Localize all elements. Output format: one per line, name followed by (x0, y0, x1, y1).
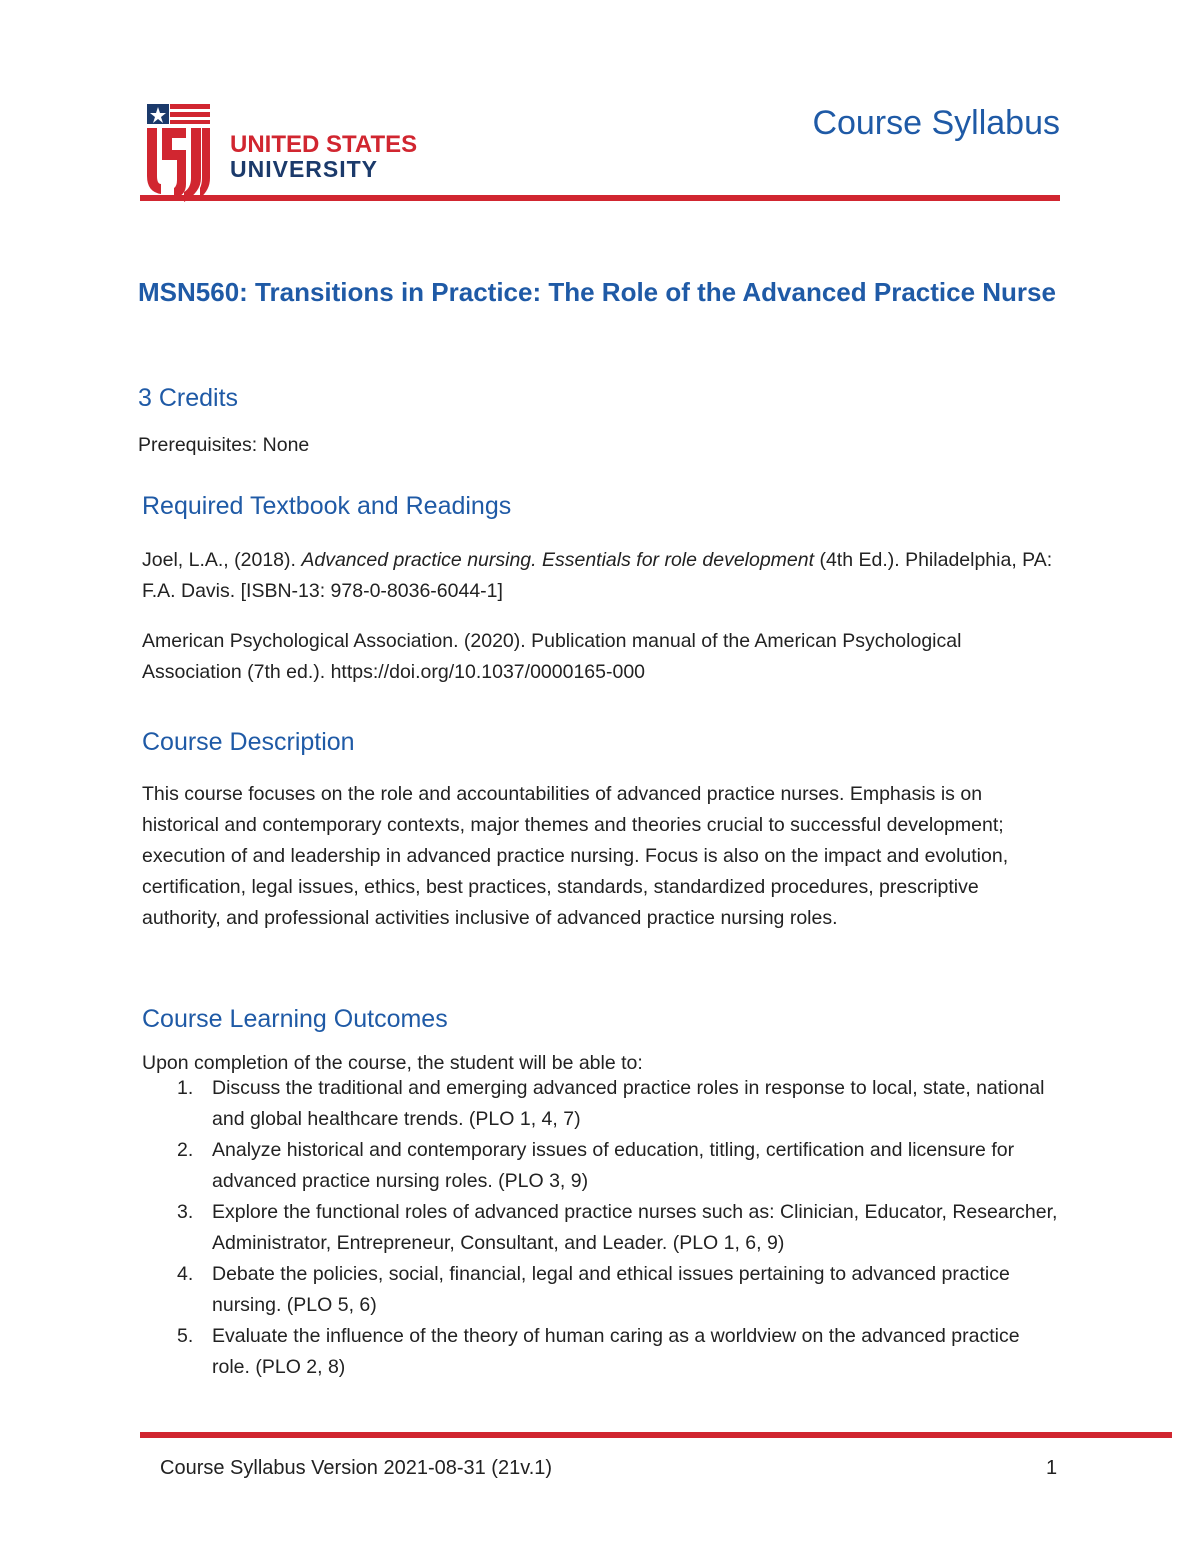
outcome-item (142, 1197, 1062, 1259)
logo-line2: UNIVERSITY (230, 156, 379, 182)
outcomes-intro: Upon completion of the course, the student will be able to: (142, 1052, 643, 1074)
apa-manual-citation: American Psychological Association. (2020). Publication manual of the American Psychological Association (7th ed.). https://doi.org/10.1037/0000165-000 (142, 630, 962, 683)
outcome-item (142, 1135, 1062, 1197)
outcome-text: Evaluate the influence of the theory of human caring as a worldview on the advanced practice role. (PLO 2, 8) (212, 1325, 1020, 1378)
page-number: 1 (1046, 1457, 1058, 1479)
university-logo (140, 98, 430, 206)
textbook-citation (142, 545, 1062, 607)
outcome-number: 1. (177, 1077, 194, 1099)
course-description: This course focuses on the role and accountabilities of advanced practice nurses. Emphasis is on historical and contemporary contexts, major themes and theories crucial to successful development; execution of and leadership in advanced practice nursing. Focus is also on the impact and evolution, certification, legal issues, ethics, best practices, standards, standardized procedures, prescriptive authority, and professional activities inclusive of advanced practice nursing roles. (142, 783, 1009, 929)
footer-version: Course Syllabus Version 2021-08-31 (21v.1) (160, 1457, 553, 1479)
footer-divider (140, 1432, 1172, 1438)
header-divider (140, 195, 1060, 201)
description-heading: Course Description (142, 728, 355, 756)
citation-title: Advanced practice nursing. Essentials for role development (301, 549, 815, 571)
outcome-item (142, 1073, 1062, 1135)
outcomes-heading: Course Learning Outcomes (142, 1005, 448, 1033)
textbook-heading: Required Textbook and Readings (142, 492, 512, 520)
outcome-number: 3. (177, 1201, 194, 1223)
outcome-text: Analyze historical and contemporary issues of education, titling, certification and licensure for advanced practice nursing roles. (PLO 3, 9) (212, 1139, 1015, 1192)
course-credits: 3 Credits (138, 384, 239, 412)
citation-author: Joel, L.A., (2018). (142, 549, 302, 571)
outcome-text: Debate the policies, social, financial, legal and ethical issues pertaining to advanced practice nursing. (PLO 5, 6) (212, 1263, 1010, 1316)
outcomes-list (142, 1073, 1062, 1383)
header-title: Course Syllabus (812, 104, 1060, 142)
outcome-item (142, 1259, 1062, 1321)
course-title: MSN560: Transitions in Practice: The Role of the Advanced Practice Nurse (138, 277, 1056, 307)
citation-publisher: (4th Ed.). Philadelphia, PA: F.A. Davis. [ISBN-13: 978-0-8036-6044-1] (142, 549, 1053, 602)
outcome-number: 5. (177, 1325, 194, 1347)
prerequisites: Prerequisites: None (138, 434, 310, 456)
outcome-item (142, 1321, 1062, 1383)
outcome-text: Explore the functional roles of advanced practice nurses such as: Clinician, Educator, Researcher, Administrator, Entrepreneur, Consultant, and Leader. (PLO 1, 6, 9) (212, 1201, 1058, 1254)
logo-line1: UNITED STATES (230, 131, 418, 158)
outcome-text: Discuss the traditional and emerging advanced practice roles in response to local, state, national and global healthcare trends. (PLO 1, 4, 7) (212, 1077, 1045, 1130)
outcome-number: 4. (177, 1263, 194, 1285)
outcome-number: 2. (177, 1139, 194, 1161)
